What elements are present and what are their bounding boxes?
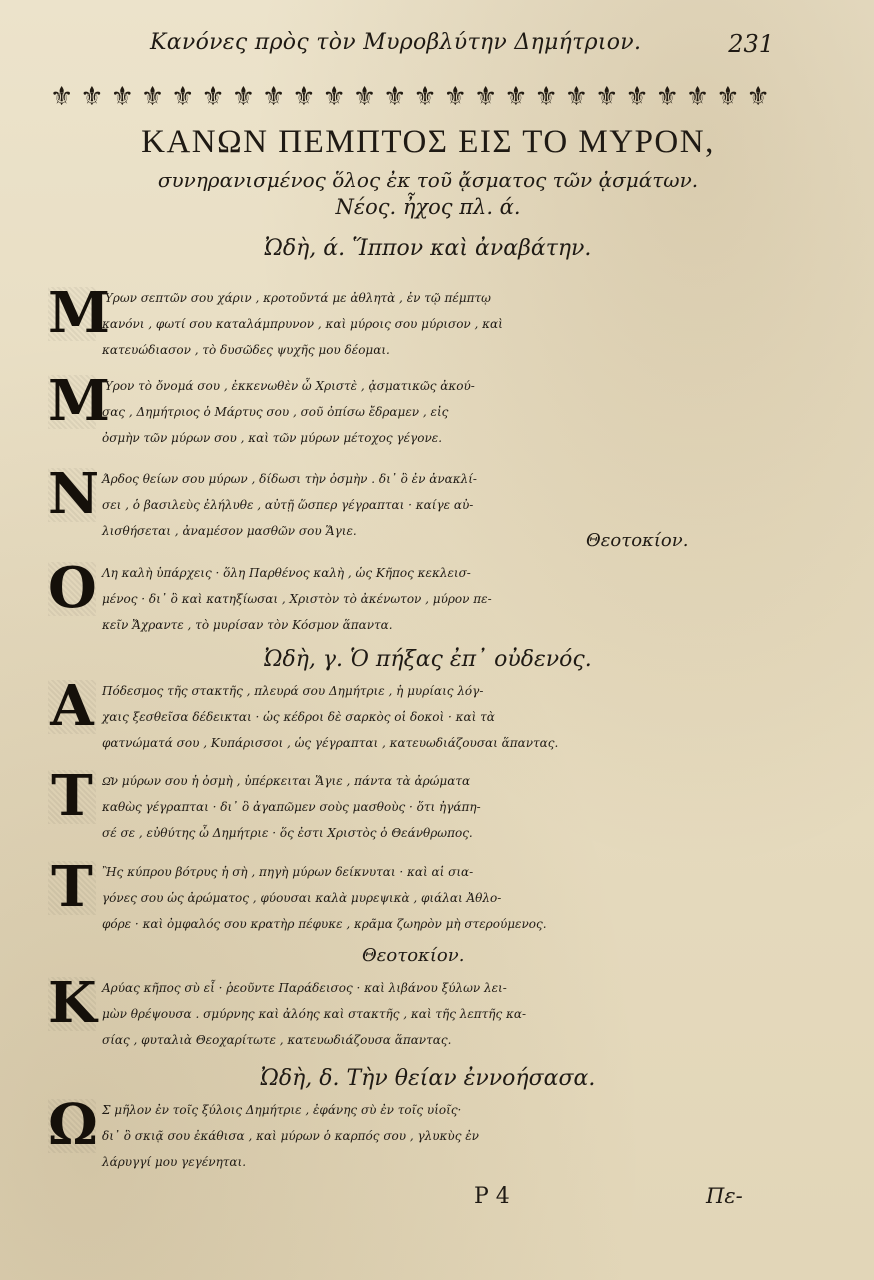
text-line: ὀσμὴν τῶν μύρων σου , καὶ τῶν μύρων μέτοχος γέγονε.	[102, 431, 443, 445]
text-line: δι᾽ ὃ σκιᾷ σου ἐκάθισα , καὶ μύρων ὁ καρπός σου , γλυκὺς ἐν	[102, 1129, 479, 1143]
text-line: Ω͂ν μύρων σου ἡ ὀσμὴ , ὑπέρκειται Ἅγιε , πάντα τὰ ἀρώματα	[102, 774, 471, 788]
fleuron-icon: ⚜	[261, 82, 286, 112]
drop-cap-initial: Μ	[48, 368, 110, 434]
text-line: σας , Δημήτριος ὁ Μάρτυς σου , σοῦ ὀπίσω ἔδραμεν , εἰς	[102, 405, 449, 419]
fleuron-icon: ⚜	[322, 82, 346, 112]
fleuron-icon: ⚜	[413, 82, 437, 112]
fleuron-icon: ⚜	[504, 82, 528, 112]
fleuron-icon: ⚜	[534, 82, 558, 112]
troparion	[48, 673, 796, 756]
troparion	[48, 368, 796, 451]
fleuron-icon: ⚜	[716, 82, 740, 112]
drop-cap-initial: Ω	[48, 1092, 98, 1158]
drop-cap-initial: Α	[48, 680, 96, 734]
fleuron-icon: ⚜	[50, 82, 74, 112]
drop-cap-initial: Τ	[48, 861, 96, 915]
ode-heading: Ὠδὴ, γ. Ὁ πήξας ἐπ᾽ οὐδενός.	[264, 647, 592, 672]
fleuron-icon: ⚜	[746, 82, 770, 112]
text-line: Άρδος θείων σου μύρων , δίδωσι τὴν ὀσμὴν . δι᾽ ὃ ἐν ἀνακλί-	[102, 472, 477, 486]
text-line: Αρύας κῆπος σὺ εἶ · ῥεοῦντε Παράδεισος · καὶ λιβάνου ξύλων λει-	[102, 981, 507, 995]
text-line: σει , ὁ βασιλεὺς ἐλήλυθε , αὐτῇ ὥσπερ γέγραπται · καίγε αὐ-	[102, 498, 474, 512]
text-line: γόνες σου ὡς ἀρώματος , φύουσαι καλὰ μυρεψικὰ , φιάλαι Ἀθλο-	[102, 891, 502, 905]
fleuron-icon: ⚜	[473, 82, 498, 112]
text-line: κεῖν Ἄχραντε , τὸ μυρίσαν τὸν Κόσμον ἅπαντα.	[102, 618, 393, 632]
drop-cap-initial: Τ	[48, 770, 96, 824]
theotokion-label: Θεοτοκίον.	[586, 530, 689, 551]
fleuron-icon: ⚜	[564, 82, 589, 112]
text-line: χαις ξεσθεῖσα δέδεικται · ὡς κέδροι δὲ σαρκὸς οἱ δοκοὶ · καὶ τὰ	[102, 710, 495, 724]
fleuron-icon: ⚜	[655, 82, 679, 112]
text-line: Ἢς κύπρου βότρυς ἡ σὴ , πηγὴ μύρων δείκνυται · καὶ αἱ σια-	[102, 865, 474, 879]
troparion	[48, 1092, 796, 1175]
text-line: Λη καλὴ ὑπάρχεις · ὅλη Παρθένος καλὴ , ὡς Κῆπος κεκλεισ-	[102, 566, 471, 580]
theotokion-label: Θεοτοκίον.	[362, 945, 465, 966]
drop-cap-initial: Κ	[48, 970, 97, 1036]
canon-title: ΚΑΝΩΝ ΠΕΜΠΤΟΣ ΕΙΣ ΤΟ ΜΥΡΟΝ,	[141, 124, 715, 160]
text-line: φατνώματά σου , Κυπάρισσοι , ὡς γέγραπται , κατευωδιάζουσαι ἅπαντας.	[102, 736, 559, 750]
text-line: μὼν θρέψουσα . σμύρνης καὶ ἀλόης καὶ στακτῆς , καὶ τῆς λεπτῆς κα-	[102, 1007, 527, 1021]
fleuron-icon: ⚜	[140, 82, 165, 112]
text-line: φόρε · καὶ ὀμφαλός σου κρατὴρ πέφυκε , κρᾶμα ζωηρὸν μὴ στερούμενος.	[102, 917, 547, 931]
canon-tone: Νέος. ἦχος πλ. ά.	[335, 195, 521, 219]
fleuron-ornament-row	[50, 82, 770, 112]
troparion	[48, 970, 796, 1053]
fleuron-icon: ⚜	[171, 82, 195, 112]
fleuron-icon: ⚜	[80, 82, 104, 112]
printer-signature-mark: Ρ 4	[474, 1184, 510, 1209]
text-line: Πόδεσμος τῆς στακτῆς , πλευρά σου Δημήτριε , ἡ μυρίαις λόγ-	[102, 684, 484, 698]
fleuron-icon: ⚜	[625, 82, 649, 112]
text-line: μένος · δι᾽ ὃ καὶ κατηξίωσαι , Χριστὸν τὸ ἀκένωτον , μύρον πε-	[102, 592, 492, 606]
fleuron-icon: ⚜	[110, 82, 134, 112]
text-line: λάρυγγί μου γεγένηται.	[102, 1155, 247, 1169]
fleuron-icon: ⚜	[443, 82, 467, 112]
text-line: κανόνι , φωτί σου καταλάμπρυνον , καὶ μύροις σου μύρισον , καὶ	[102, 317, 503, 331]
troparion	[48, 555, 796, 638]
canon-subtitle: συνηρανισμένος ὅλος ἐκ τοῦ ᾄσματος τῶν ᾀσμάτων.	[157, 168, 699, 192]
fleuron-icon: ⚜	[292, 82, 316, 112]
drop-cap-initial: Ο	[48, 555, 97, 621]
fleuron-icon: ⚜	[352, 82, 377, 112]
text-line: σέ σε , εὐθύτης ὦ Δημήτριε · ὅς ἐστι Χριστὸς ὁ Θεάνθρωπος.	[102, 826, 473, 840]
troparion	[48, 280, 796, 363]
fleuron-icon: ⚜	[383, 82, 407, 112]
text-line: καθὼς γέγραπται · δι᾽ ὃ ἀγαπῶμεν σοὺς μασθοὺς · ὅτι ἠγάπη-	[102, 800, 481, 814]
drop-cap-initial: Μ	[48, 280, 110, 346]
ode-heading: Ὠδὴ, ά. Ἵππον καὶ ἀναβάτην.	[264, 236, 592, 261]
fleuron-icon: ⚜	[685, 82, 710, 112]
text-line: Σ μῆλον ἐν τοῖς ξύλοις Δημήτριε , ἐφάνης σὺ ἐν τοῖς υἱοῖς·	[102, 1103, 462, 1117]
text-line: κατευώδιασον , τὸ δυσῶδες ψυχῆς μου δέομαι.	[102, 343, 390, 357]
fleuron-icon: ⚜	[201, 82, 225, 112]
troparion	[48, 763, 796, 846]
text-line: Ύρον τὸ ὄνομά σου , ἐκκενωθὲν ὦ Χριστὲ , ᾀσματικῶς ἀκού-	[102, 379, 475, 393]
page-number: 231	[728, 30, 774, 58]
catchword: Πε-	[706, 1184, 743, 1208]
troparion	[48, 854, 796, 937]
ode-heading: Ὠδὴ, δ. Τὴν θείαν ἐννοήσασα.	[260, 1066, 596, 1091]
fleuron-icon: ⚜	[231, 82, 255, 112]
drop-cap-initial: Ν	[48, 461, 100, 527]
text-line: λισθήσεται , ἀναμέσον μασθῶν σου Ἅγιε.	[102, 524, 357, 538]
fleuron-icon: ⚜	[595, 82, 619, 112]
text-line: Ύρων σεπτῶν σου χάριν , κροτοῦντά με ἀθλητὰ , ἐν τῷ πέμπτῳ	[102, 291, 491, 305]
text-line: σίας , φυταλιὰ Θεοχαρίτωτε , κατευωδιάζουσα ἅπαντας.	[102, 1033, 452, 1047]
running-title: Κανόνες πρὸς τὸν Μυροβλύτην Δημήτριον.	[150, 30, 642, 55]
